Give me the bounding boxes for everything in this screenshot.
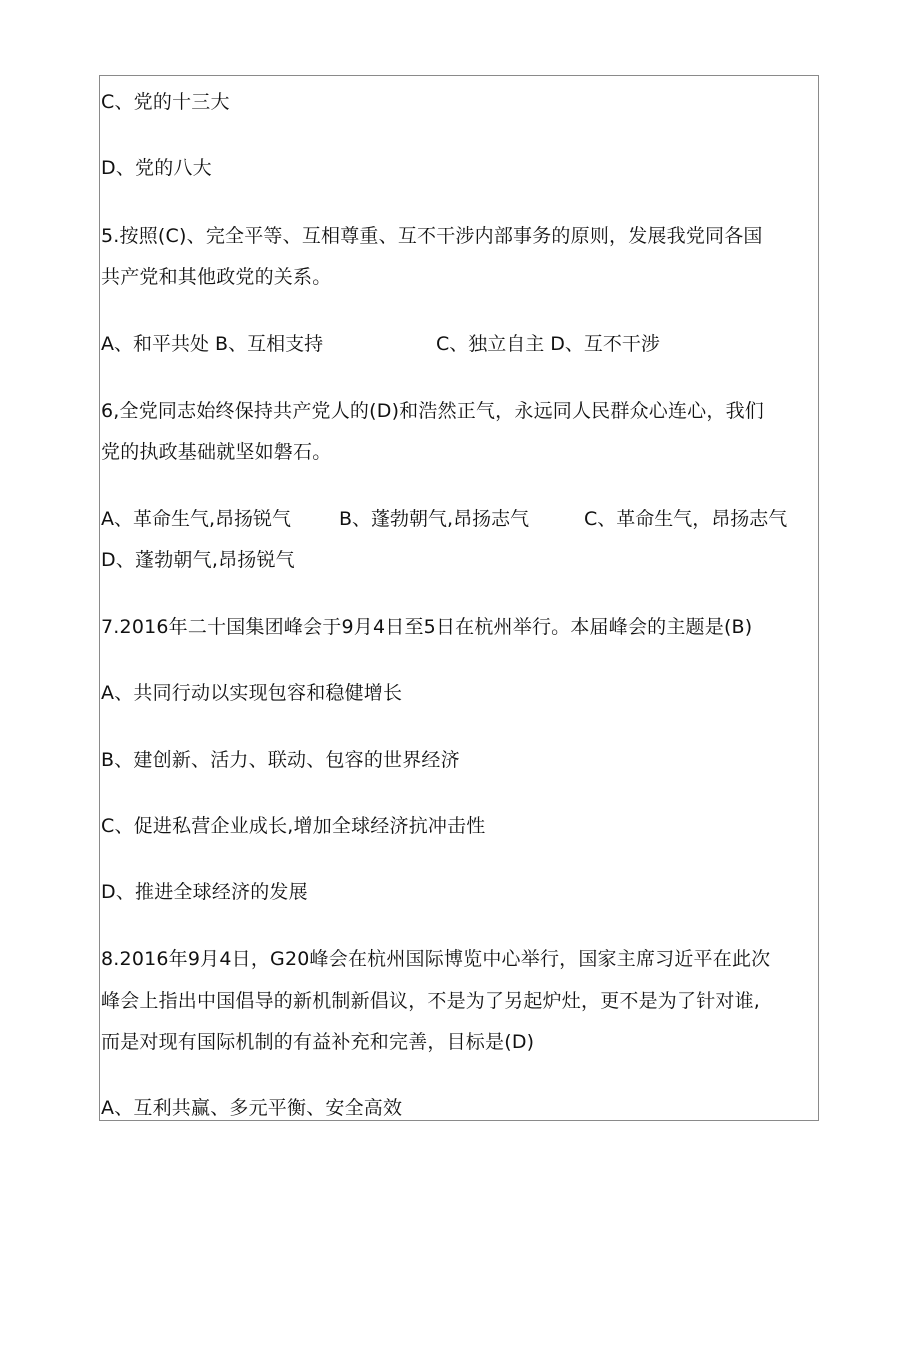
question-6-option-b: B、蓬勃朝气,昂扬志气 <box>339 508 530 530</box>
question-8-line-3: 而是对现有国际机制的有益补充和完善，目标是(D) <box>101 1031 535 1053</box>
question-7-option-a: A、共同行动以实现包容和稳健增长 <box>101 682 403 704</box>
question-6-line-2: 党的执政基础就坚如磐石。 <box>101 441 332 463</box>
question-5-line-1: 5.按照(C)、完全平等、互相尊重、互不干涉内部事务的原则，发展我党同各国 <box>101 225 763 247</box>
question-6-option-d: D、蓬勃朝气,昂扬锐气 <box>101 549 295 571</box>
question-8-line-2: 峰会上指出中国倡导的新机制新倡议，不是为了另起炉灶，更不是为了针对谁, <box>101 990 761 1012</box>
option-c-13th-congress: C、党的十三大 <box>101 91 230 113</box>
question-5-line-2: 共产党和其他政党的关系。 <box>101 266 332 288</box>
question-6-option-a: A、革命生气,昂扬锐气 <box>101 508 292 530</box>
question-7-option-c: C、促进私营企业成长,增加全球经济抗冲击性 <box>101 815 486 837</box>
question-6-line-1: 6,全党同志始终保持共产党人的(D)和浩然正气，永远同人民群众心连心，我们 <box>101 400 764 422</box>
question-8-line-1: 8.2016年9月4日，G20峰会在杭州国际博览中心举行，国家主席习近平在此次 <box>101 948 771 970</box>
question-7-option-b: B、建创新、活力、联动、包容的世界经济 <box>101 749 460 771</box>
question-5-options-ab: A、和平共处 B、互相支持 <box>101 333 324 355</box>
option-d-8th-congress: D、党的八大 <box>101 157 212 179</box>
question-7: 7.2016年二十国集团峰会于9月4日至5日在杭州举行。本届峰会的主题是(B) <box>101 616 753 638</box>
question-5-options-cd: C、独立自主 D、互不干涉 <box>436 333 660 355</box>
question-6-option-c: C、革命生气，昂扬志气 <box>584 508 788 530</box>
question-7-option-d: D、推进全球经济的发展 <box>101 881 308 903</box>
question-8-option-a: A、互利共赢、多元平衡、安全高效 <box>101 1097 403 1119</box>
